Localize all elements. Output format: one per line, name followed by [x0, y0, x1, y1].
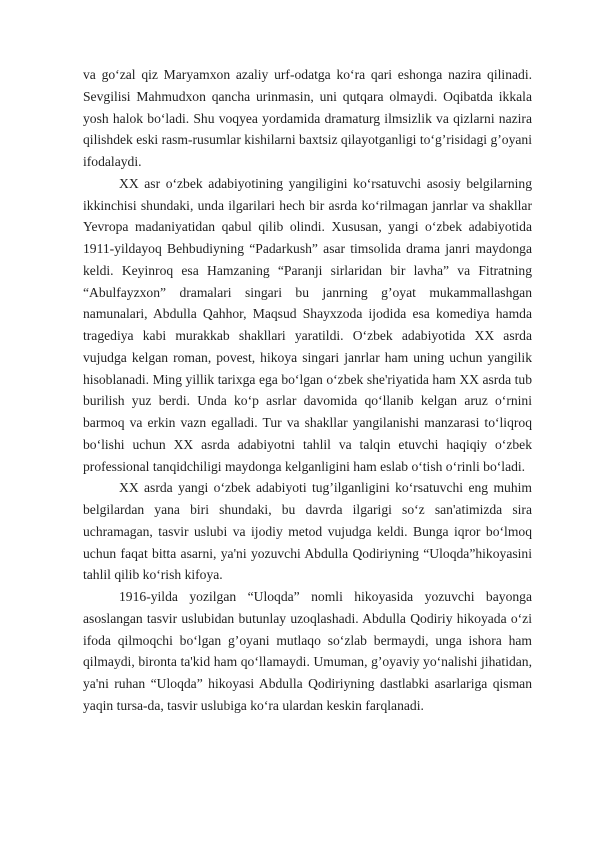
paragraph-1: va go‘zal qiz Maryamxon azaliy urf-odatga ko‘ra qari eshonga nazira qilinadi. Sevgilisi Mahmudxon qancha urinmasin, uni qutqara olmaydi. Oqibatda ikkala yosh halok bo‘ladi. Shu voqyea yordamida dramaturg ilmsizlik va qizlarni nazira qilishdek eski rasm-rusumlar kishilarni baxtsiz qilayotganligi to‘g’risidagi g’oyani ifodalaydi. [83, 67, 532, 169]
paragraph-4: 1916-yilda yozilgan “Uloqda” nomli hikoyasida yozuvchi bayonga asoslangan tasvir uslubidan butunlay uzoqlashadi. Abdulla Qodiriy hikoyada o‘zi ifoda qilmoqchi bo‘lgan g’oyani mutlaqo so‘zlab bermaydi, unga ishora ham qilmaydi, bironta ta'kid ham qo‘llamaydi. Umuman, g’oyaviy yo‘nalishi jihatidan, ya'ni ruhan “Uloqda” hikoyasi Abdulla Qodiriyning dastlabki asarlariga qisman yaqin tursa-da, tasvir uslubiga ko‘ra ulardan keskin farqlanadi. [83, 589, 532, 713]
paragraph-2: XX asr o‘zbek adabiyotining yangiligini ko‘rsatuvchi asosiy belgilarning ikkinchisi shundaki, unda ilgarilari hech bir asrda ko‘rilmagan janrlar va shakllar Yevropa madaniyatidan qabul qilib olindi. Xususan, yangi o‘zbek adabiyotida 1911-yildayoq Behbudiyning “Padarkush” asar timsolida drama janri maydonga keldi. Keyinroq esa Hamzaning “Paranji sirlaridan bir lavha” va Fitratning “Abulfayzxon” dramalari singari bu janrning g’oyat mukammallashgan namunalari, Abdulla Qahhor, Maqsud Shayxzoda ijodida esa komediya hamda tragediya kabi murakkab shakllari yaratildi. O‘zbek adabiyotida XX asrda vujudga kelgan roman, povest, hikoya singari janrlar ham uning uchun yangilik hisoblanadi. Ming yillik tarixga ega bo‘lgan o‘zbek she'riyatida ham XX asrda tub burilish yuz berdi. Unda ko‘p asrlar davomida qo‘llanib kelgan aruz o‘rnini barmoq va erkin vazn egalladi. Tur va shakllar yangilanishi manzarasi to‘liqroq bo‘lishi uchun XX asrda adabiyotni tahlil va talqin etuvchi haqiqiy o‘zbek professional tanqidchiligi maydonga kelganligini ham eslab o‘tish o‘rinli bo‘ladi. [83, 175, 532, 474]
paragraph-3: XX asrda yangi o‘zbek adabiyoti tug’ilganligini ko‘rsatuvchi eng muhim belgilardan yana biri shundaki, bu davrda ilgarigi so‘z san'atimizda sira uchramagan, tasvir uslubi va ijodiy metod vujudga keldi. Bunga iqror bo‘lmoq uchun faqat bitta asarni, ya'ni yozuvchi Abdulla Qodiriyning “Uloqda”hikoyasini tahlil qilib ko‘rish kifoya. [83, 480, 532, 583]
